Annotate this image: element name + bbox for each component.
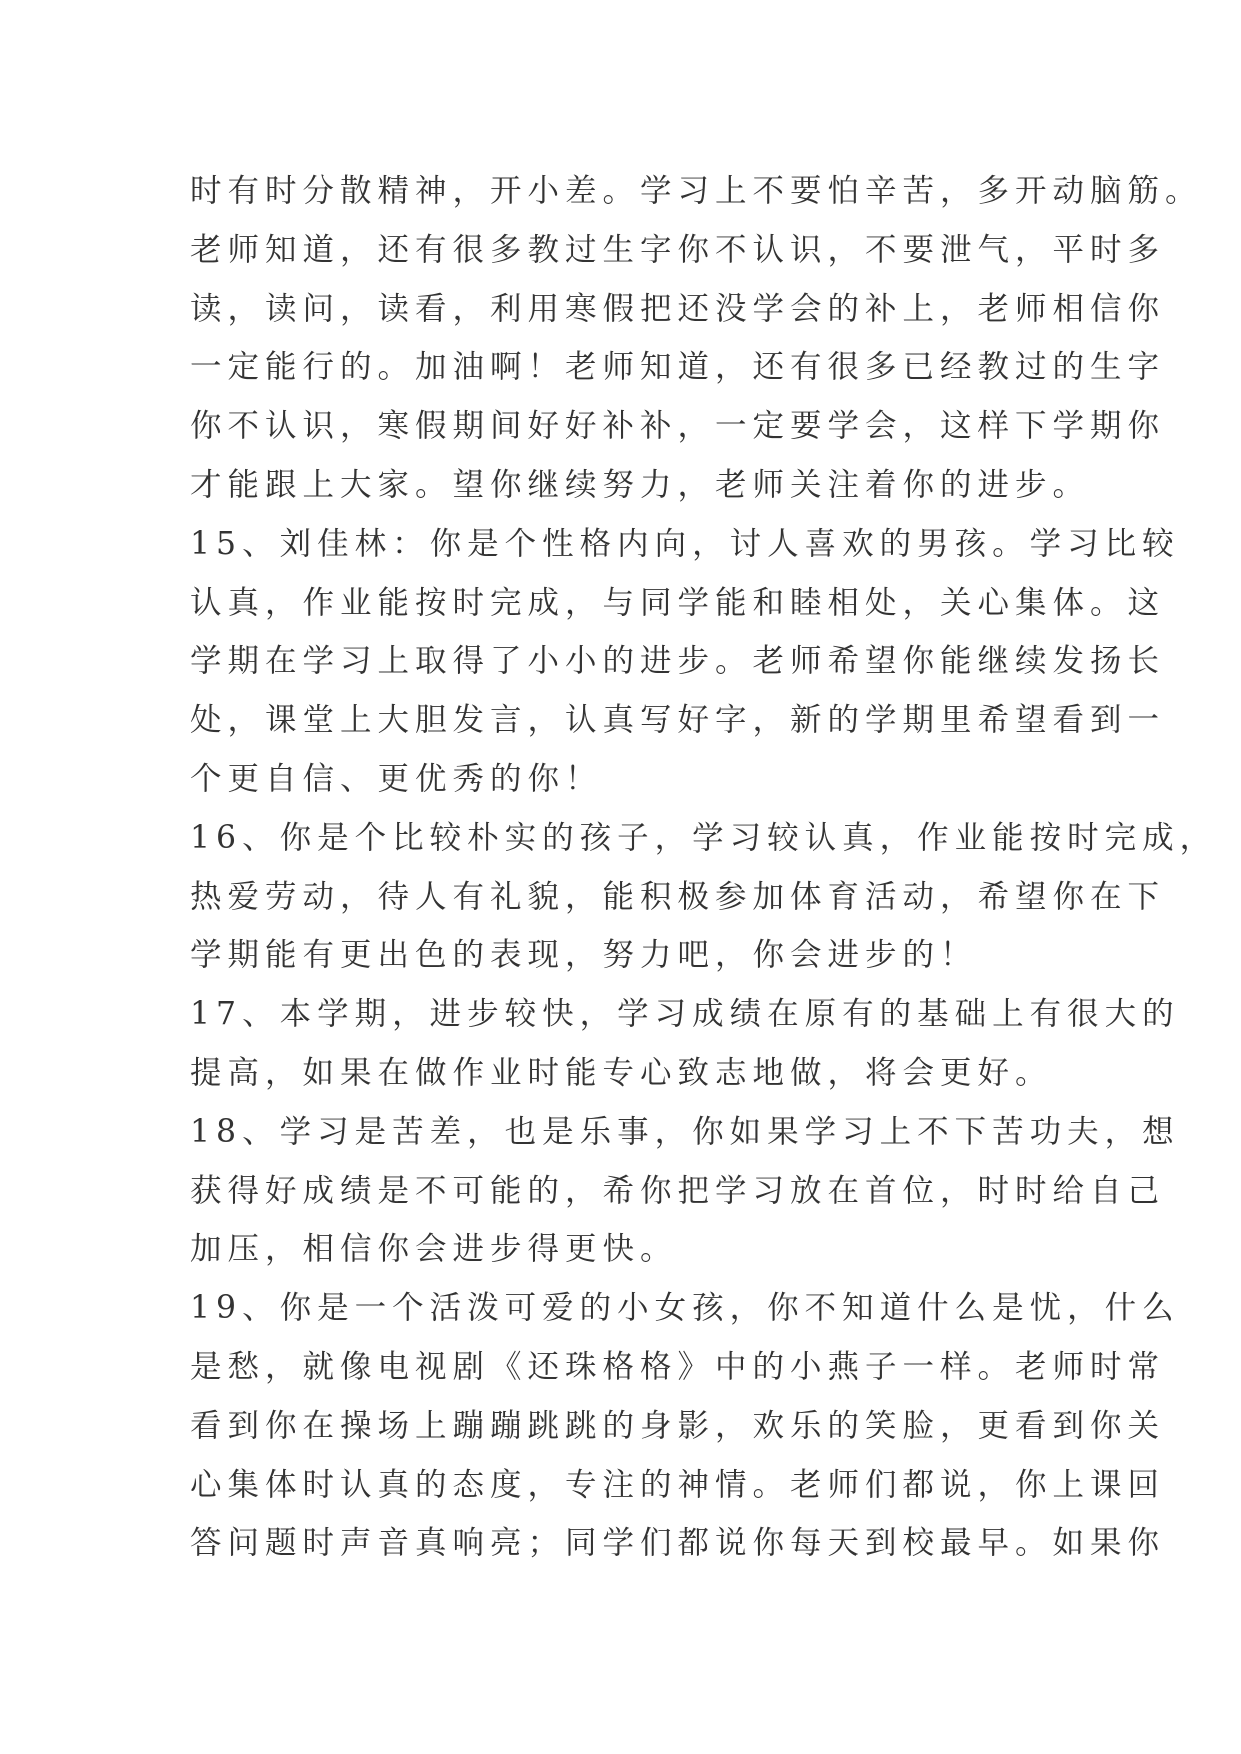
text-line: 19、你是一个活泼可爱的小女孩，你不知道什么是忧，什么 <box>190 1290 1180 1327</box>
text-line: 读，读问，读看，利用寒假把还没学会的补上，老师相信你 <box>190 290 1166 327</box>
text-line: 处，课堂上大胆发言，认真写好字，新的学期里希望看到一 <box>190 702 1166 739</box>
text-line: 你不认识，寒假期间好好补补，一定要学会，这样下学期你 <box>190 408 1166 445</box>
text-line: 才能跟上大家。望你继续努力，老师关注着你的进步。 <box>190 466 1091 503</box>
document-body <box>190 162 1218 1573</box>
text-line: 加压，相信你会进步得更快。 <box>190 1231 678 1268</box>
text-line: 18、学习是苦差，也是乐事，你如果学习上不下苦功夫，想 <box>190 1113 1180 1150</box>
text-line: 15、刘佳林：你是个性格内向，讨人喜欢的男孩。学习比较 <box>190 525 1180 562</box>
text-line: 一定能行的。加油啊！老师知道，还有很多已经教过的生字 <box>190 349 1166 386</box>
text-line: 学期在学习上取得了小小的进步。老师希望你能继续发扬长 <box>190 643 1166 680</box>
text-line: 学期能有更出色的表现，努力吧，你会进步的！ <box>190 937 978 974</box>
text-line: 个更自信、更优秀的你！ <box>190 760 603 797</box>
text-line: 时有时分散精神，开小差。学习上不要怕辛苦，多开动脑筋。 <box>190 173 1203 209</box>
text-line: 17、本学期，进步较快，学习成绩在原有的基础上有很大的 <box>190 996 1180 1033</box>
text-line: 老师知道，还有很多教过生字你不认识，不要泄气，平时多 <box>190 231 1166 268</box>
text-line: 答问题时声音真响亮；同学们都说你每天到校最早。如果你 <box>190 1525 1166 1562</box>
text-line: 16、你是个比较朴实的孩子，学习较认真，作业能按时完成， <box>190 819 1218 856</box>
text-line: 提高，如果在做作业时能专心致志地做，将会更好。 <box>190 1054 1053 1091</box>
text-line: 认真，作业能按时完成，与同学能和睦相处，关心集体。这 <box>190 584 1166 621</box>
text-line: 是愁，就像电视剧《还珠格格》中的小燕子一样。老师时常 <box>190 1348 1166 1385</box>
text-line: 热爱劳动，待人有礼貌，能积极参加体育活动，希望你在下 <box>190 878 1166 915</box>
text-line: 心集体时认真的态度，专注的神情。老师们都说，你上课回 <box>190 1466 1166 1503</box>
text-line: 看到你在操场上蹦蹦跳跳的身影，欢乐的笑脸，更看到你关 <box>190 1407 1166 1444</box>
text-line: 获得好成绩是不可能的，希你把学习放在首位，时时给自己 <box>190 1172 1166 1209</box>
